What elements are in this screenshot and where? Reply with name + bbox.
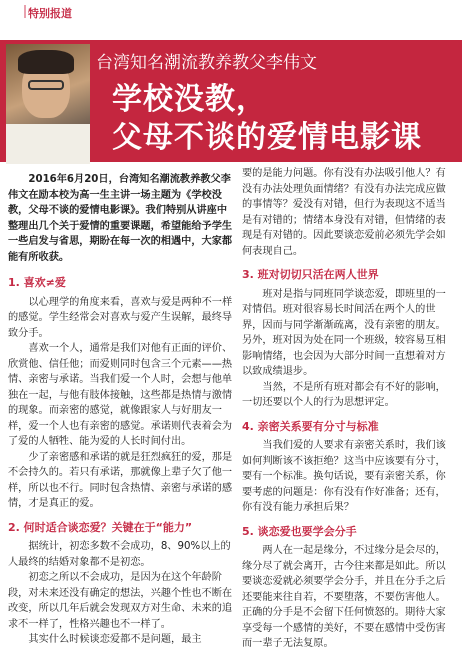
article-title-line-2: 父母不谈的爱情电影课 [112, 120, 422, 155]
section-2-para-3: 其实什么时候谈恋爱都不是问题，最主 [28, 634, 202, 645]
banner-subtitle: 台湾知名潮流教养教父李伟文 [96, 53, 317, 73]
section-1-para-3: 少了亲密感和承诺的就是狂烈疯狂的爱，那是不会持久的。若只有承诺，那就像上辈子欠了他一样，所以也不行。同时包含热情、亲密与承诺的感情，才是真正的爱。 [8, 451, 233, 509]
section-tag: 特别报道 [28, 7, 72, 20]
section-5-para-1: 两人在一起是缘分，不过缘分是会尽的，缘分尽了就会离开，古今往来都是如此。所以要谈恋爱就必须要学会分手，并且在分手之后还要能来往自若，不要堕落，不要伤害他人。正确的分手是不会留下任何愤怒的。期待大家享受每一个感情的美好，不要在感情中受伤害而一辈子无法复原。 [242, 545, 446, 649]
section-3-para-1: 班对是指与同班同学谈恋爱，即班里的一对情侣。班对很容易长时间活在两个人的世界，因而与同学渐渐疏离，没有亲密的朋友。另外，班对因为处在同一个班级，较容易互相影响情绪，也会因为大部分时间一直想着对方以致成绩退步。 [242, 288, 446, 377]
section-2-para-1: 据统计，初恋多数不会成功，8、90%以上的人最终的结婚对象都不是初恋。 [8, 541, 231, 568]
section-title-5: 5. 谈恋爱也要学会分手 [242, 524, 357, 538]
section-title-1: 1. 喜欢≠爱 [8, 276, 66, 289]
intro-paragraph: 2016年6月20日，台湾知名潮流教养教父李伟文在励本校为高一生主讲一场主题为《学校没教，父母不谈的爱情电影课》。我们特别从讲座中整理出几个关于爱情的重要课题，希望能给予学生一些启发与省思，期盼在每一次的相遇中，大家都能有所收获。 [8, 174, 233, 263]
left-column [8, 172, 233, 648]
section-header [0, 0, 462, 24]
section-4-para-1: 当我们爱的人要求有亲密关系时，我们该如何判断该不该拒绝？这当中应该要有分寸，要有一个标准。换句话说，要有亲密关系，你要考虑的问题是：你有没有作好准备；还有，你有没有能力承担后果？ [242, 440, 446, 513]
section-2-para-2: 初恋之所以不会成功，是因为在这个年龄阶段，对未来还没有确定的想法，兴趣个性也不断在改变，所以几年后就会发现双方对生命、未来的追求不一样了，性格兴趣也不一样了。 [8, 572, 233, 630]
section-title-4: 4. 亲密关系要有分寸与标准 [242, 419, 379, 433]
section-3-para-2: 当然，不是所有班对都会有不好的影响，一切还要以个人的行为思想评定。 [242, 381, 446, 408]
header-divider [24, 5, 26, 18]
continuation-paragraph: 要的是能力问题。你有没有办法吸引他人？有没有办法处理负面情绪？有没有办法完成应做的事情等？爱没有对错，但行为表现这不适当是有对错的；情绪本身没有对错，但情绪的表现是有对错的。因此要谈恋爱前必须先学会如何表现自己。 [242, 168, 446, 257]
article-title-line-1: 学校没教， [112, 82, 267, 117]
section-title-3: 3. 班对切切只活在两人世界 [242, 268, 379, 281]
section-title-2: 2. 何时适合谈恋爱？关键在于“能力” [8, 520, 193, 534]
right-column [242, 166, 454, 652]
section-1-para-2: 喜欢一个人，通常是我们对他有正面的评价、欣赏他、信任他；而爱则同时包含三个元素——热情、亲密与承诺。当我们爱一个人时，会想与他单独在一起，与他有肢体接触，这些都是热情与激情的现象。而亲密的感觉，就像跟家人与好朋友一样，爱一个人也有亲密的感觉。承诺则代表着会为了爱的人牺牲、能为爱的人长时间付出。 [8, 343, 233, 447]
speaker-photo [6, 44, 90, 160]
section-1-para-1: 以心理学的角度来看，喜欢与爱是两种不一样的感觉。学生经常会对喜欢与爱产生误解，最终导致分手。 [8, 296, 233, 339]
